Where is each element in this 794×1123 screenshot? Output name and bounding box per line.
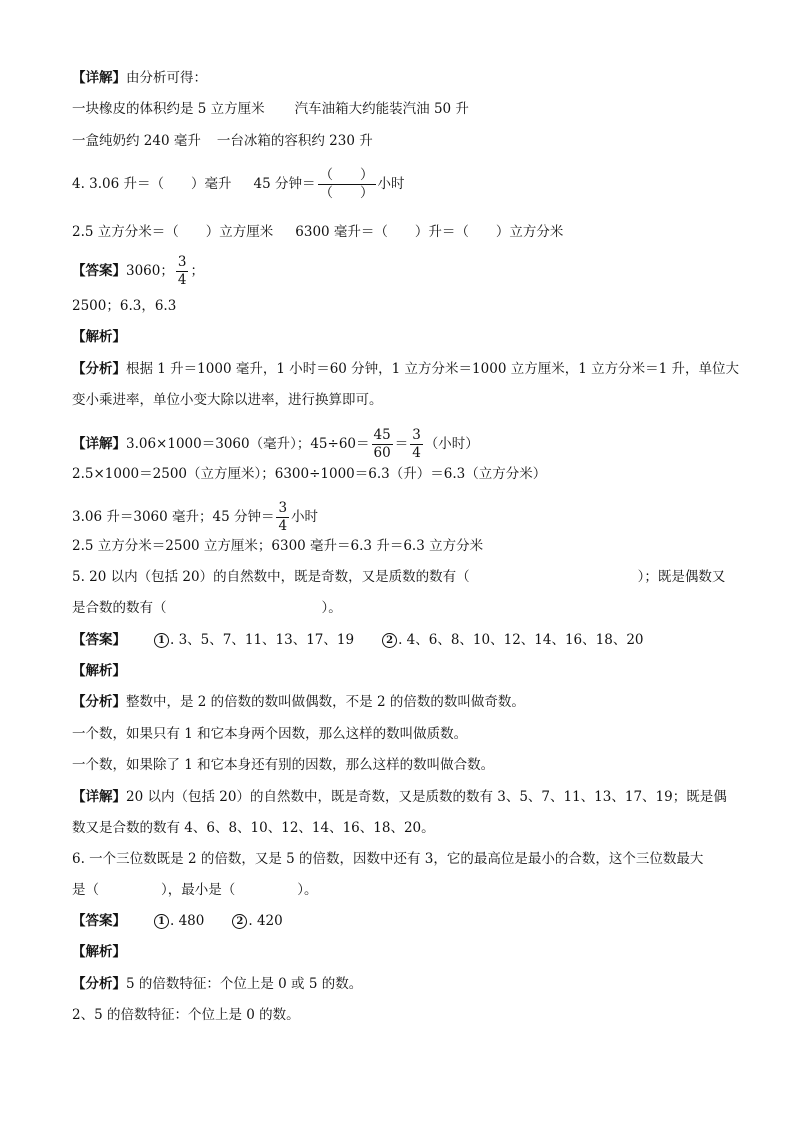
q4-detail-denominator-3: 4 (278, 518, 288, 534)
q4-blank-denominator: （ ） (319, 185, 374, 201)
q6-q2a: 是（ (72, 882, 99, 898)
q4-part-c: 小时 (377, 176, 405, 192)
q5-q1b: ）；既是偶数又 (637, 569, 726, 585)
circled-two-icon: 2 (382, 633, 397, 648)
circled-one-icon: 1 (154, 633, 169, 648)
reason-tag: 【分析】 (72, 361, 126, 377)
q4-reason-line-1 (72, 360, 739, 378)
q5-question-line-1 (72, 568, 725, 586)
q5-reason-text: 整数中，是 2 的倍数的数叫做偶数，不是 2 的倍数的数叫做奇数。 (126, 694, 525, 710)
q6-answer-2: . 420 (248, 913, 283, 929)
q6-reason-line-1 (72, 975, 362, 993)
q5-answer-1: . 3、5、7、11、13、17、19 (170, 632, 355, 648)
q4-detail-line-1 (72, 427, 479, 462)
q4-detail-fraction-3 (276, 500, 289, 535)
answer-tag: 【答案】 (72, 263, 126, 279)
q3-answer-line-1 (72, 100, 469, 118)
q6-answer-line (72, 912, 283, 930)
q6-question-line-1: 6. 一个三位数既是 2 的倍数，又是 5 的倍数，因数中还有 3，它的最高位是最小的合数，这个三位数最大 (72, 851, 704, 867)
q5-q2: 是合数的数有（ (72, 600, 167, 616)
q5-reason-line-2: 一个数，如果只有 1 和它本身两个因数，那么这样的数叫做质数。 (72, 726, 468, 742)
q4-answer-denominator: 4 (177, 272, 187, 288)
q4-detail-fraction-1 (372, 427, 393, 462)
q5-detail-line-2: 数又是合数的数有 4、6、8、10、12、14、16、18、20。 (72, 820, 435, 836)
q4-part-a: 4. 3.06 升＝（ ）毫升 (72, 176, 232, 192)
q6-question-line-2 (72, 881, 318, 899)
q5-q1: 5. 20 以内（包括 20）的自然数中，既是奇数，又是质数的数有（ (72, 569, 470, 585)
circled-two-icon: 2 (232, 914, 247, 929)
detail-tag: 【详解】 (72, 789, 126, 805)
q6-q2c: ）。 (297, 882, 318, 898)
q5-question-line-2 (72, 599, 342, 617)
answer-tag: 【答案】 (72, 913, 126, 929)
q4-reason-line-2: 变小乘进率，单位小变大除以进率，进行换算即可。 (72, 392, 383, 408)
reason-tag: 【分析】 (72, 694, 126, 710)
q4-detail-eq: ＝ (394, 436, 409, 452)
q4-detail-b: （小时） (424, 436, 479, 452)
q4-question-line-1 (72, 167, 405, 202)
q5-detail-line-1 (72, 788, 727, 806)
q3-milk-text: 一盒纯奶约 240 毫升 (72, 133, 201, 149)
detail-tag: 【详解】 (72, 70, 126, 86)
q4-answer-b: ； (190, 263, 204, 279)
q5-q2b: ）。 (321, 600, 342, 616)
q3-detail-text: 由分析可得： (126, 70, 207, 86)
q3-fueltank-text: 汽车油箱大约能装汽油 50 升 (294, 101, 469, 117)
q4-blank-numerator: （ ） (319, 167, 374, 183)
q4-question-line-2 (72, 223, 563, 241)
q3-eraser-text: 一块橡皮的体积约是 5 立方厘米 (72, 101, 265, 117)
q4-part-b: 45 分钟＝ (253, 176, 316, 192)
detail-tag: 【详解】 (72, 436, 126, 452)
q6-answer-1: . 480 (170, 913, 205, 929)
q3-answer-line-2 (72, 132, 373, 150)
q3-fridge-text: 一台冰箱的容积约 230 升 (216, 133, 373, 149)
q4-detail-line-3 (72, 500, 318, 535)
q4-answer-line (72, 254, 204, 289)
q4-detail-d1: 3.06 升＝3060 毫升；45 分钟＝ (72, 509, 275, 525)
analysis-tag: 【解析】 (72, 329, 126, 345)
q4-detail-line-4: 2.5 立方分米＝2500 立方厘米；6300 毫升＝6.3 升＝6.3 立方分米 (72, 538, 484, 554)
q4-answer-line-2: 2500；6.3，6.3 (72, 298, 177, 314)
q4-answer-a: 3060； (126, 263, 174, 279)
q6-reason-text: 5 的倍数特征：个位上是 0 或 5 的数。 (126, 976, 363, 992)
q4-line2-b: 6300 毫升＝（ ）升＝（ ）立方分米 (295, 224, 564, 240)
q6-q2b: ），最小是（ (161, 882, 236, 898)
q4-blank-fraction (318, 167, 376, 202)
q4-detail-numerator-2: 3 (412, 427, 421, 443)
analysis-tag: 【解析】 (72, 944, 126, 960)
reason-tag: 【分析】 (72, 976, 126, 992)
q5-reason-line-1 (72, 693, 525, 711)
q3-detail-line (72, 69, 207, 87)
q5-answer-2: . 4、6、8、10、12、14、16、18、20 (398, 632, 644, 648)
q4-detail-numerator-3: 3 (278, 500, 288, 516)
circled-one-icon: 1 (154, 914, 169, 929)
q4-detail-d2: 小时 (291, 509, 319, 525)
q5-reason-line-3: 一个数，如果除了 1 和它本身还有别的因数，那么这样的数叫做合数。 (72, 757, 495, 773)
q6-reason-line-2: 2、5 的倍数特征：个位上是 0 的数。 (72, 1007, 300, 1023)
answer-tag: 【答案】 (72, 632, 126, 648)
q4-answer-numerator: 3 (177, 254, 187, 270)
q5-answer-line (72, 631, 644, 649)
q4-detail-denominator-2: 4 (412, 445, 421, 461)
q4-detail-a: 3.06×1000＝3060（毫升）；45÷60＝ (126, 436, 370, 452)
q4-detail-fraction-2 (410, 427, 423, 462)
analysis-tag: 【解析】 (72, 663, 126, 679)
q4-reason-text-1: 根据 1 升＝1000 毫升，1 小时＝60 分钟，1 立方分米＝1000 立方厘米，1 立方分米＝1 升，单位大 (126, 361, 739, 377)
q4-line2-a: 2.5 立方分米＝（ ）立方厘米 (72, 224, 274, 240)
q5-detail-text-1: 20 以内（包括 20）的自然数中，既是奇数，又是质数的数有 3、5、7、11、13、17、19；既是偶 (126, 789, 727, 805)
q4-detail-line-2: 2.5×1000＝2500（立方厘米）；6300÷1000＝6.3（升）＝6.3（立方分米） (72, 466, 547, 482)
q4-detail-numerator-1: 45 (373, 427, 391, 443)
q4-detail-denominator-1: 60 (373, 445, 391, 461)
q4-answer-fraction (176, 254, 189, 289)
